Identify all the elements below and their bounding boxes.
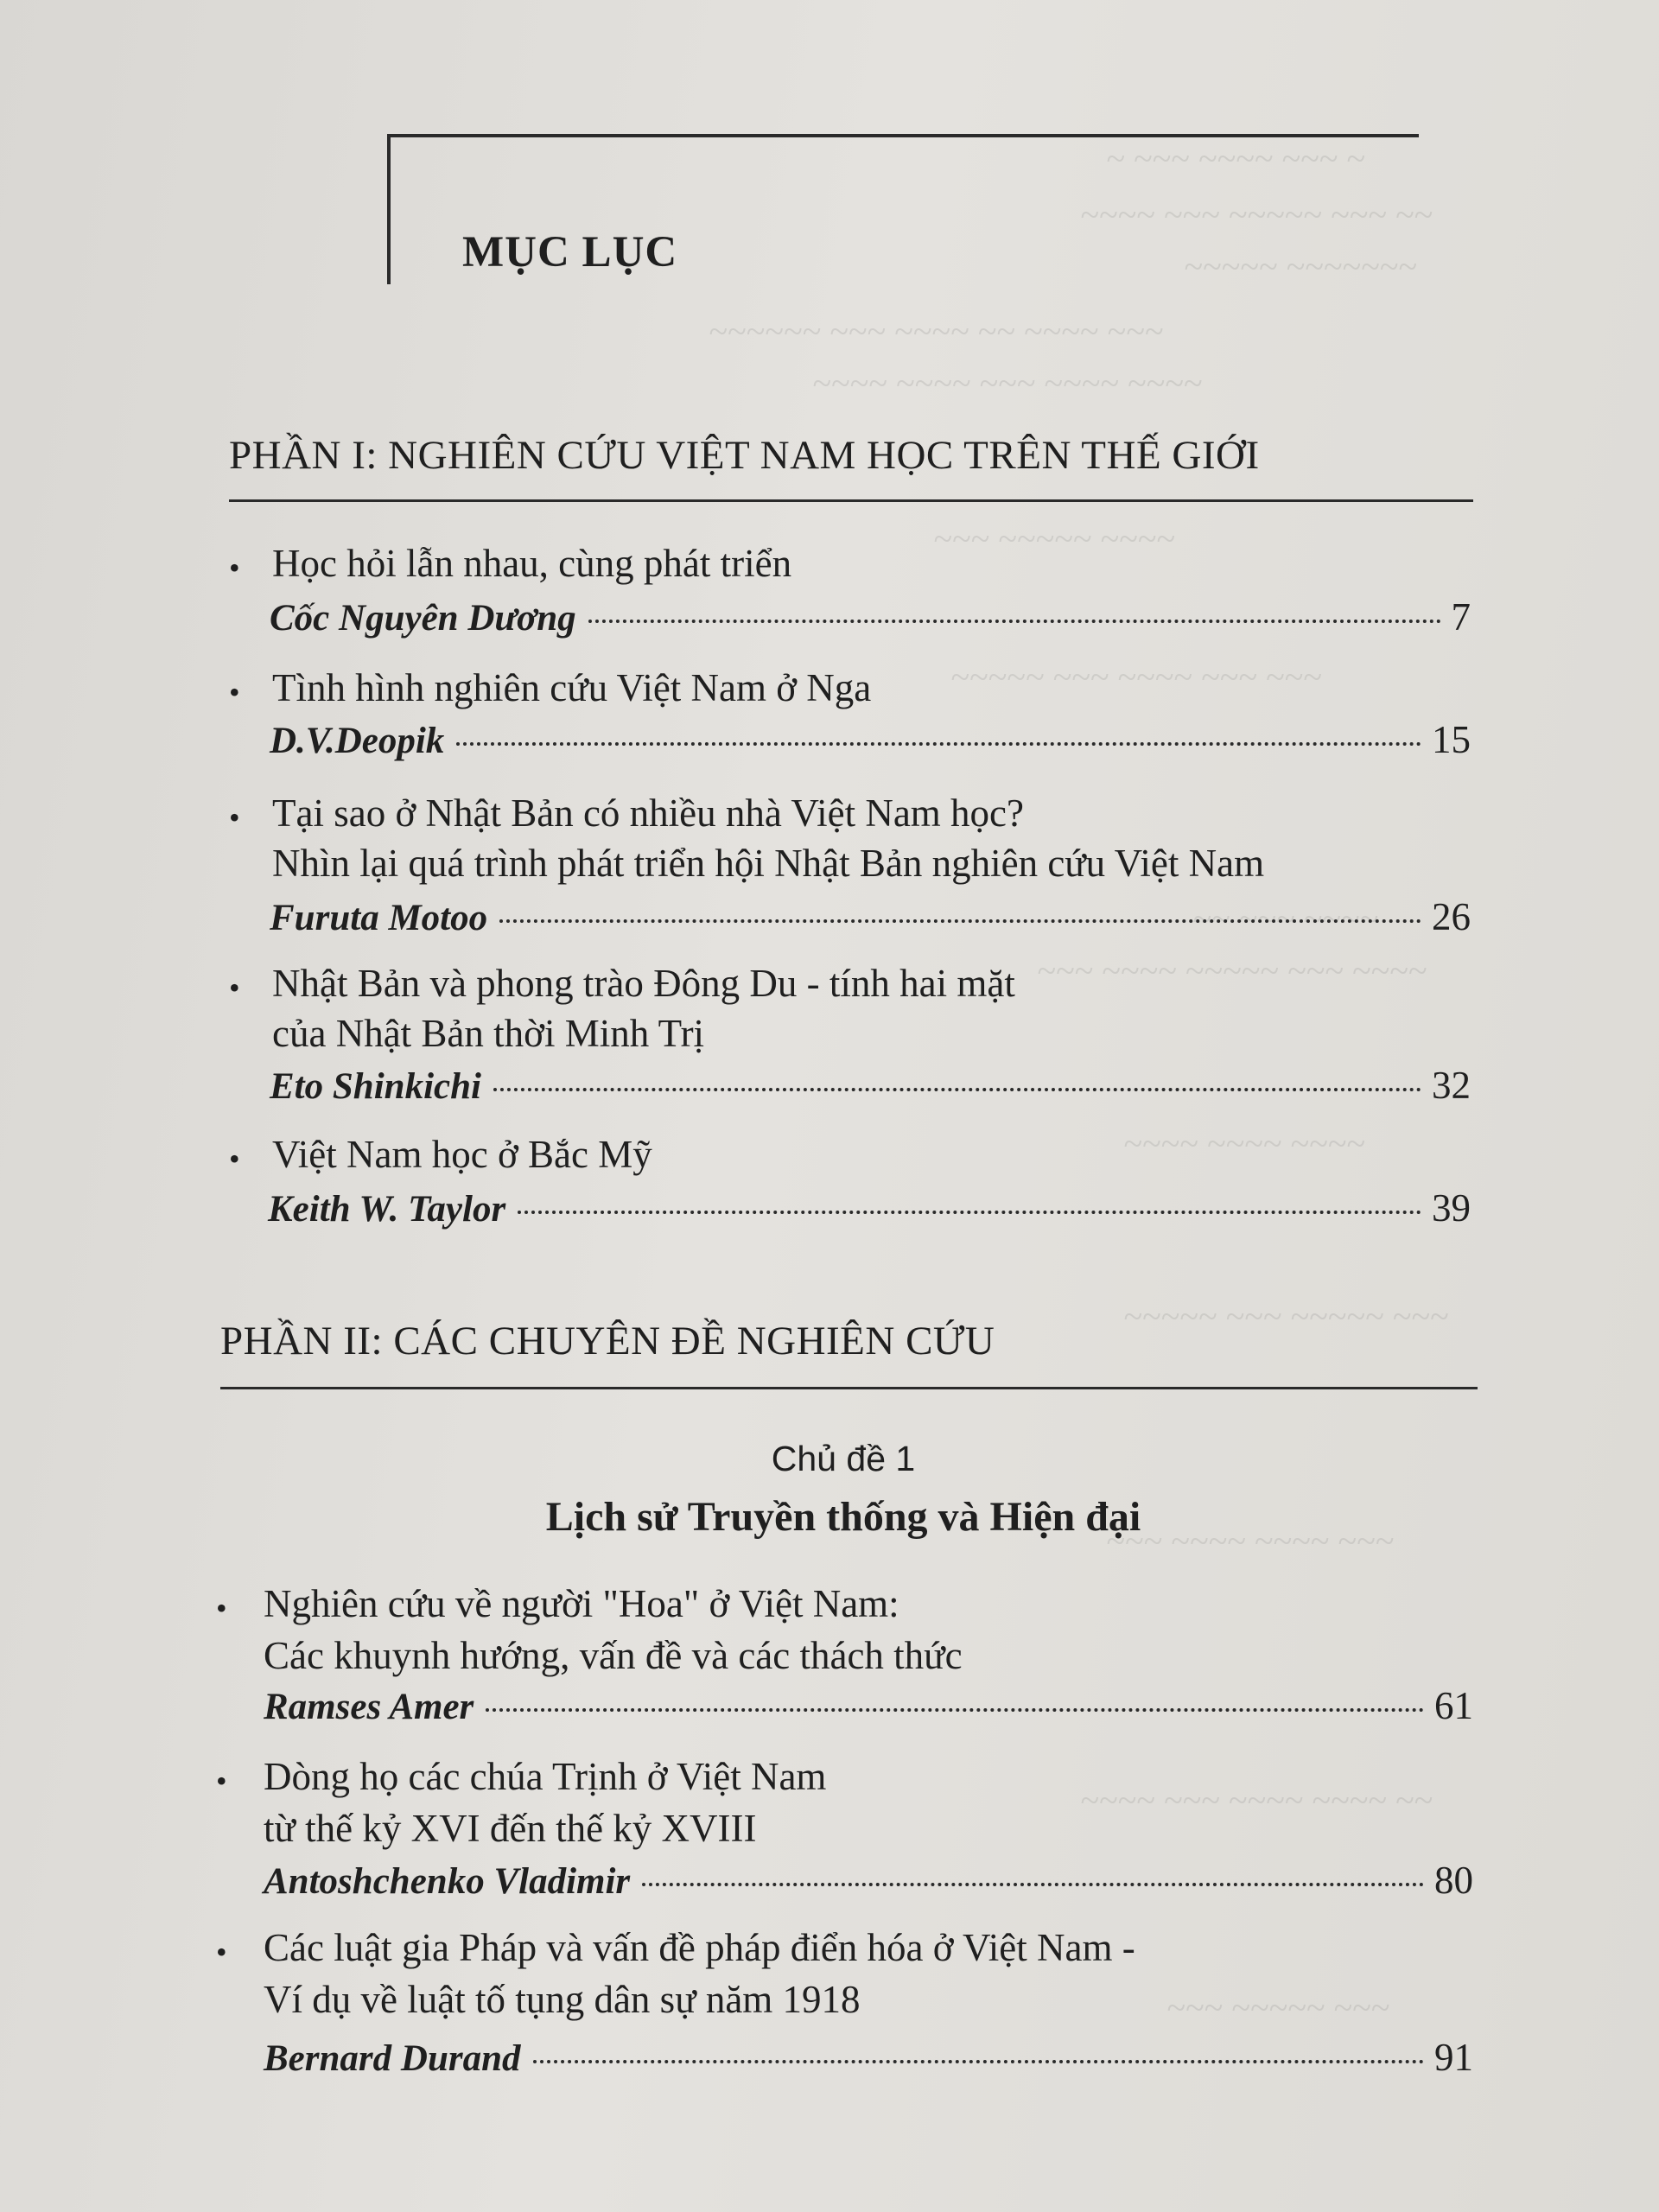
dot-leader <box>493 1087 1421 1091</box>
bullet-icon: • <box>229 970 240 1005</box>
topic-label: Chủ đề 1 <box>771 1439 916 1478</box>
dot-leader <box>642 1882 1424 1886</box>
bullet-icon: • <box>216 1764 227 1798</box>
bullet-icon: • <box>229 1141 240 1176</box>
entry-author: D.V.Deopik <box>270 721 445 761</box>
dot-leader <box>486 1707 1424 1712</box>
part-1-heading: PHẦN I: NGHIÊN CỨU VIỆT NAM HỌC TRÊN THẾ GIỚI <box>229 433 1260 478</box>
entry-title-line: Học hỏi lẫn nhau, cùng phát triển <box>272 542 792 585</box>
entry-title-line: Tình hình nghiên cứu Việt Nam ở Nga <box>272 666 872 709</box>
entry-author: Cốc Nguyên Dương <box>270 598 576 639</box>
entry-title-line: của Nhật Bản thời Minh Trị <box>272 1012 705 1055</box>
dot-leader <box>499 918 1421 923</box>
dot-leader <box>518 1210 1421 1214</box>
entry-author: Eto Shinkichi <box>270 1066 481 1107</box>
bullet-icon: • <box>229 550 240 585</box>
entry-title-line: Các khuynh hướng, vấn đề và các thách thức <box>264 1634 963 1677</box>
entry-title-line: Dòng họ các chúa Trịnh ở Việt Nam <box>264 1755 827 1798</box>
entry-author: Keith W. Taylor <box>268 1189 506 1230</box>
entry-page-number: 80 <box>1434 1859 1473 1902</box>
entry-page-number: 91 <box>1434 2036 1473 2079</box>
dot-leader <box>533 2059 1424 2063</box>
dot-leader <box>456 741 1421 746</box>
part-2-rule <box>220 1387 1478 1389</box>
entry-page-number: 26 <box>1432 895 1471 938</box>
entry-title-line: Nhìn lại quá trình phát triển hội Nhật Bản nghiên cứu Việt Nam <box>272 842 1265 885</box>
entry-page-number: 32 <box>1432 1064 1471 1107</box>
dot-leader <box>588 619 1441 623</box>
part-1-rule <box>229 499 1473 502</box>
entry-title-line: Nghiên cứu về người "Hoa" ở Việt Nam: <box>264 1582 899 1625</box>
entry-title-line: Việt Nam học ở Bắc Mỹ <box>272 1133 652 1176</box>
entry-title-line: Ví dụ về luật tố tụng dân sự năm 1918 <box>264 1978 861 2021</box>
book-page: ~ ~~~ ~~~~ ~~~ ~ ~~~~ ~~~ ~~~~~ ~~~ ~~ ~~~~~ ~~~~~~~ ~~~~~~ ~~~ ~~~~ ~~ ~~~~ ~~~ ~~~~ ~~~~ ~~~ ~~~~ ~~~~ ~~~ ~~~~~ ~~~~ ~~~~~ ~~~ ~~~~ ~~~ ~~~ ~~ ~~~ ~~~~ ~~~ ~~~~ ~~~~~ ~~~ ~~~~ ~~~~ ~~~~ ~~~~ ~~~~~ ~~~ ~~~~~ ~~~ ~~~ ~~~~ ~~~~ ~~~ ~~~~ ~~~ ~~~~ ~~~~ ~~ ~~~ ~~~~~ ~~~ MỤC LỤC PHẦN I: NGHIÊN CỨU VIỆT NAM HỌC TRÊN THẾ GIỚI • Học hỏi lẫn nhau, cùng phát triển Cốc Nguyên Dương 7 • Tình hình nghiên cứu Việt Nam ở Nga D.V.Deopik 15 • Tại sao ở Nhật Bản có nhiều nhà Việt Nam học? Nhìn lại quá trình phát triển hội Nhật Bản nghiên cứu Việt Nam Furuta Motoo 26 • Nhật Bản và phong trào Đông Du - tính hai mặt của Nhật Bản thời Minh Trị Eto Shinkichi 32 • Việt Nam học ở Bắc Mỹ Keith W. Taylor 39 PHẦN II: CÁC CHUYÊN ĐỀ NGHIÊN CỨU Chủ đề 1 Lịch sử Truyền thống và Hiện đại • Nghiên cứu về người "Hoa" ở Việt Nam: Các khuynh hướng, vấn đề và các thách thức Ramses Amer 61 • Dòng họ các chúa Trịnh ở Việt Nam từ thế kỷ XVI đến thế kỷ XVIII Antoshchenko Vladimir 80 • Các luật gia Pháp và vấn đề pháp điển hóa ở Việt Nam - Ví dụ về luật tố tụng dân sự năm 1918 Bernard Durand 91 <box>0 0 1659 2212</box>
entry-title-line: Tại sao ở Nhật Bản có nhiều nhà Việt Nam học? <box>272 791 1025 835</box>
entry-author: Bernard Durand <box>264 2038 521 2079</box>
part-2-heading: PHẦN II: CÁC CHUYÊN ĐỀ NGHIÊN CỨU <box>220 1319 995 1363</box>
topic-title: Lịch sử Truyền thống và Hiện đại <box>545 1494 1141 1540</box>
entry-page-number: 61 <box>1434 1684 1473 1727</box>
entry-author: Antoshchenko Vladimir <box>264 1861 631 1902</box>
entry-title-line: Nhật Bản và phong trào Đông Du - tính hai mặt <box>272 962 1015 1005</box>
bullet-icon: • <box>229 800 240 835</box>
bullet-icon: • <box>229 675 240 709</box>
entry-page-number: 7 <box>1451 595 1471 639</box>
entry-author: Ramses Amer <box>264 1687 474 1727</box>
entry-page-number: 15 <box>1432 718 1471 761</box>
bullet-icon: • <box>216 1935 227 1969</box>
toc-title: MỤC LỤC <box>462 228 678 276</box>
entry-title-line: Các luật gia Pháp và vấn đề pháp điển hóa ở Việt Nam - <box>264 1926 1135 1969</box>
bullet-icon: • <box>216 1591 227 1625</box>
entry-page-number: 39 <box>1432 1186 1471 1230</box>
entry-title-line: từ thế kỷ XVI đến thế kỷ XVIII <box>264 1807 757 1850</box>
entry-author: Furuta Motoo <box>270 898 488 938</box>
